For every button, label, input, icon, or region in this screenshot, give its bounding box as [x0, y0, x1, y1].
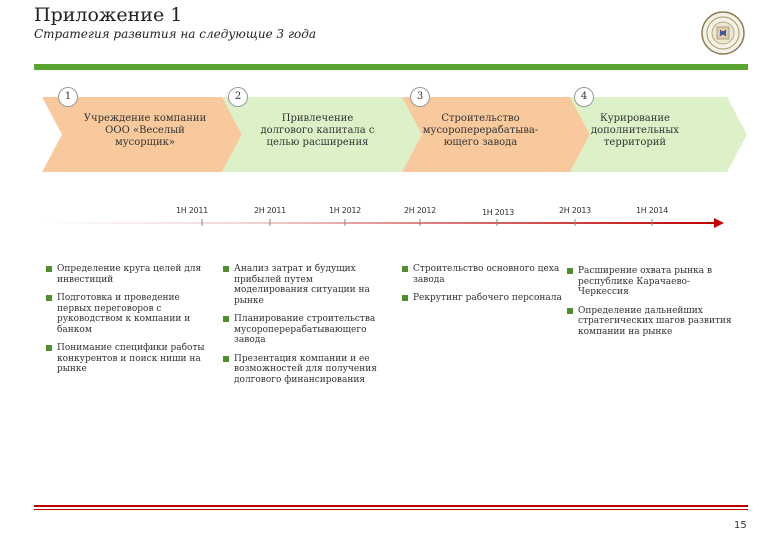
emblem-icon	[700, 10, 746, 56]
stage-column-1	[46, 264, 206, 383]
bullet-icon	[223, 316, 229, 322]
list-item: Рекрутинг рабочего персонала	[402, 293, 564, 304]
bullet-icon	[46, 266, 52, 272]
stage-number-1: 1	[58, 87, 78, 107]
stage-number-2: 2	[228, 87, 248, 107]
header-accent-bar	[34, 64, 748, 70]
list-item: Расширение охвата рынка в республике Карачаево-Черкессия	[567, 266, 737, 298]
stage-label-1: Учреждение компании ООО «Веселый мусорщик»	[83, 113, 207, 148]
stage-label-2: Привлечение долгового капитала с целью расширения	[260, 113, 375, 148]
list-item: Определение круга целей для инвестиций	[46, 264, 206, 285]
footer-divider-thin	[34, 509, 748, 510]
page-number: 15	[734, 520, 747, 531]
bullet-icon	[402, 266, 408, 272]
list-item: Строительство основного цеха завода	[402, 264, 564, 285]
timeline	[42, 190, 732, 240]
bullet-icon	[567, 268, 573, 274]
timeline-label-3: 1H 2012	[329, 206, 361, 215]
list-item: Планирование строительства мусороперерабатывающего завода	[223, 314, 383, 346]
bullet-icon	[567, 308, 573, 314]
footer-divider	[34, 505, 748, 507]
stage-label-3: Строительство мусороперерабатыва-ющего завода	[422, 113, 539, 148]
stage-column-4	[567, 266, 737, 345]
bullet-icon	[46, 345, 52, 351]
bullet-icon	[402, 295, 408, 301]
list-item: Определение дальнейших стратегических шагов развития компании на рынке	[567, 306, 737, 338]
bullet-icon	[223, 266, 229, 272]
page-title: Приложение 1	[34, 4, 183, 26]
timeline-label-5: 1H 2013	[482, 208, 514, 217]
timeline-label-7: 1H 2014	[636, 206, 668, 215]
timeline-line	[42, 222, 717, 224]
stage-column-2	[223, 264, 383, 393]
bullet-icon	[223, 356, 229, 362]
timeline-label-4: 2H 2012	[404, 206, 436, 215]
timeline-arrowhead	[714, 218, 724, 228]
timeline-label-6: 2H 2013	[559, 206, 591, 215]
timeline-label-2: 2H 2011	[254, 206, 286, 215]
stage-column-3	[402, 264, 564, 312]
list-item: Презентация компании и ее возможностей для получения долгового финансирования	[223, 354, 383, 386]
stage-number-3: 3	[410, 87, 430, 107]
bullet-icon	[46, 295, 52, 301]
timeline-label-1: 1H 2011	[176, 206, 208, 215]
list-item: Понимание специфики работы конкурентов и поиск ниши на рынке	[46, 343, 206, 375]
list-item: Подготовка и проведение первых переговоров с руководством к компании и банком	[46, 293, 206, 335]
stage-label-4: Курирование дополнительных территорий	[590, 113, 680, 148]
page-subtitle: Стратегия развития на следующие 3 года	[34, 27, 317, 41]
list-item: Анализ затрат и будущих прибылей путем моделирования ситуации на рынке	[223, 264, 383, 306]
stage-number-4: 4	[574, 87, 594, 107]
